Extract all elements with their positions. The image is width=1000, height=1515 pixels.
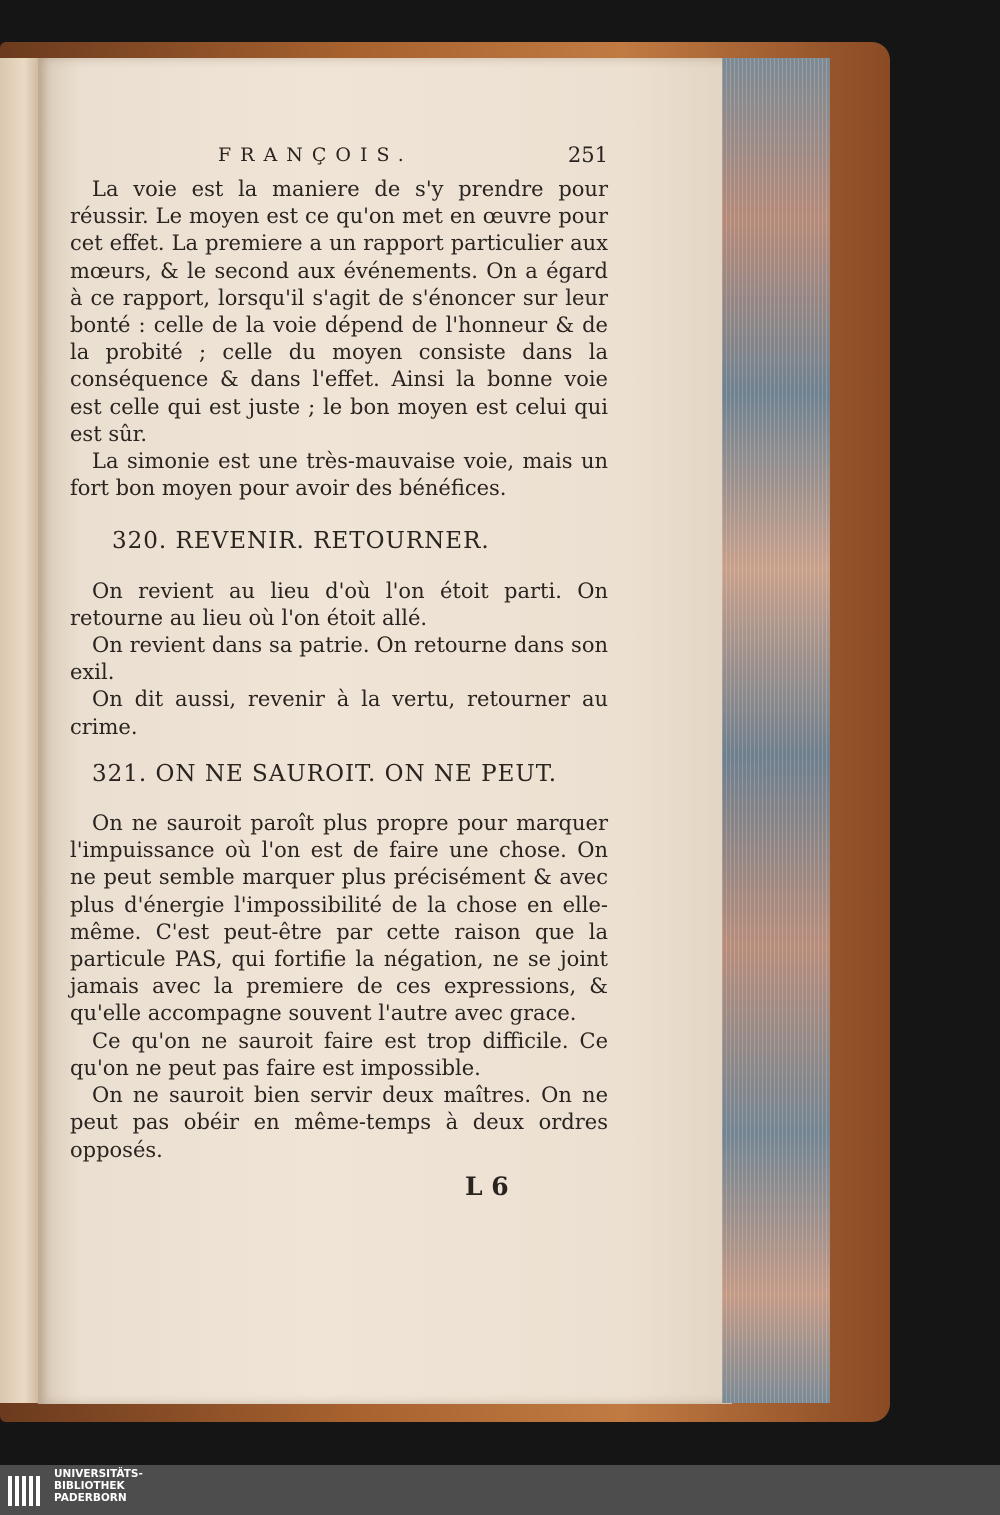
paragraph: On revient dans sa patrie. On retourne dans son exil.: [70, 633, 608, 685]
page-number: 251: [567, 143, 608, 167]
signature-mark: L 6: [465, 1172, 509, 1201]
footer-bar: [0, 1465, 1000, 1515]
library-name: [54, 1468, 143, 1504]
page-edges-marbled: [722, 58, 830, 1403]
paragraph: On ne sauroit paroît plus propre pour marquer l'impuissance où l'on est de faire une chose. On ne peut semble marquer plus précisément & avec plus d'énergie l'impossibilité de la chose en elle-même. C'est peut-être par cette raison que la particule PAS, qui fortifie la négation, ne se joint jamais avec la premiere de ces expressions, & qu'elle accompagne souvent l'autre avec grace.: [70, 811, 608, 1026]
library-name-line2: BIBLIOTHEK: [54, 1480, 125, 1492]
library-name-line1: UNIVERSITÄTS-: [54, 1468, 143, 1480]
left-page-edge: [0, 58, 42, 1403]
page-text: [70, 142, 608, 1164]
running-head: [70, 142, 608, 176]
section-heading-320: 320. REVENIR. RETOURNER.: [112, 528, 490, 555]
paragraph: On revient au lieu d'où l'on étoit parti. On retourne au lieu où l'on étoit allé.: [70, 578, 608, 630]
paragraph: On ne sauroit bien servir deux maîtres. On ne peut pas obéir en même-temps à deux ordres opposés.: [70, 1083, 608, 1162]
paragraph: La voie est la maniere de s'y prendre pour réussir. Le moyen est ce qu'on met en œuvre pour cet effet. La premiere a un rapport particulier aux mœurs, & le second aux événements. On a égard à ce rapport, lorsqu'il s'agit de s'énoncer sur leur bonté : celle de la voie dépend de l'honneur & de la probité ; celle du moyen consiste dans la conséquence & dans l'effet. Ainsi la bonne voie est celle qui est juste ; le bon moyen est celui qui est sûr.: [70, 177, 608, 446]
running-title: FRANÇOIS.: [218, 144, 413, 166]
paragraph: Ce qu'on ne sauroit faire est trop difficile. Ce qu'on ne peut pas faire est impossible.: [70, 1028, 608, 1080]
section-heading-321: 321. ON NE SAUROIT. ON NE PEUT.: [92, 760, 558, 787]
paragraph: On dit aussi, revenir à la vertu, retourner au crime.: [70, 687, 608, 739]
library-name-line3: PADERBORN: [54, 1492, 127, 1504]
paragraph: La simonie est une très-mauvaise voie, mais un fort bon moyen pour avoir des bénéfices.: [70, 449, 608, 501]
library-bars-icon: [6, 1468, 46, 1512]
